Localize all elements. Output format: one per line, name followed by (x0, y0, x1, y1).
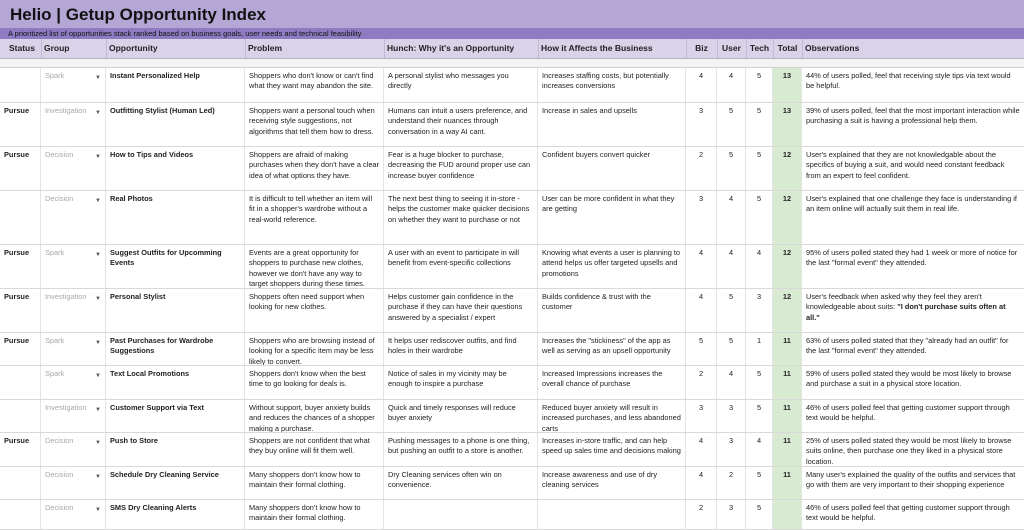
problem-cell-text: Shoppers are not confident that what they buy online will fit them well. (249, 436, 370, 456)
hunch-cell-text: Helps customer gain confidence in the purchase if they can have their questions answered by a specialist / expert (388, 292, 523, 322)
dropdown-caret-icon[interactable]: ▼ (95, 373, 101, 379)
affects-cell[interactable] (538, 433, 686, 466)
biz-score-cell[interactable] (686, 289, 717, 332)
total-score-cell[interactable] (773, 68, 802, 102)
problem-cell[interactable] (245, 400, 384, 432)
problem-cell[interactable] (245, 147, 384, 190)
observations-text: User's explained that they are not knowledgable about the specifics of buying a suit, and would need constant feedback from an expert to feel confident. (806, 150, 1005, 180)
status-cell[interactable] (0, 245, 41, 288)
tech-score-cell-text: 5 (756, 106, 762, 115)
opportunity-cell-text: Suggest Outfits for Upcomming Events (110, 248, 222, 268)
total-score-cell-text: 13 (782, 71, 792, 80)
status-cell-text: Pursue (4, 336, 30, 345)
user-score-cell[interactable] (717, 333, 746, 365)
biz-score-cell-text: 2 (698, 150, 704, 159)
group-cell-text: Decision (45, 436, 74, 445)
tech-score-cell[interactable] (746, 433, 773, 466)
dropdown-caret-icon[interactable]: ▼ (95, 440, 101, 446)
group-cell[interactable] (41, 400, 106, 432)
problem-cell-text: Shoppers don't know when the best time to go looking for deals is. (249, 369, 366, 389)
status-cell[interactable] (0, 289, 41, 332)
affects-cell-text: Increase awareness and use of dry cleaning services (542, 470, 658, 490)
total-score-cell[interactable] (773, 500, 802, 529)
opportunity-cell[interactable] (106, 289, 245, 332)
table-row (0, 147, 1024, 191)
total-score-cell[interactable] (773, 433, 802, 466)
group-cell[interactable] (41, 366, 106, 399)
total-score-cell-text: 12 (782, 150, 792, 159)
opportunity-cell[interactable] (106, 68, 245, 102)
problem-cell-text: Many shoppers don't know how to maintain their formal clothing. (249, 503, 361, 523)
tech-score-cell[interactable] (746, 103, 773, 146)
status-cell[interactable] (0, 433, 41, 466)
biz-score-cell[interactable] (686, 433, 717, 466)
table-row (0, 68, 1024, 103)
problem-cell-text: Shoppers are afraid of making purchases when they don't have a clear idea of what options they have. (249, 150, 380, 180)
observations-quote: "I don't purchase suits often at all." (806, 302, 1006, 322)
table-row (0, 333, 1024, 366)
biz-score-cell[interactable] (686, 147, 717, 190)
affects-cell[interactable] (538, 366, 686, 399)
problem-cell[interactable] (245, 103, 384, 146)
observations-text: User's feedback when asked why they feel they aren't knowledgeable about suits: (806, 292, 982, 312)
hunch-cell-text: A user with an event to participate in will benefit from event-specific collections (388, 248, 520, 268)
opportunity-cell-text: Customer Support via Text (110, 403, 204, 412)
total-score-cell-text: 12 (782, 248, 792, 257)
hunch-cell[interactable] (384, 366, 538, 399)
status-cell-text: Pursue (4, 436, 30, 445)
user-score-cell[interactable] (717, 366, 746, 399)
tech-score-cell-text: 5 (756, 403, 762, 412)
hunch-cell[interactable] (384, 245, 538, 288)
status-cell-text: Pursue (4, 292, 30, 301)
biz-score-cell-text: 3 (698, 194, 704, 203)
user-score-cell[interactable] (717, 433, 746, 466)
tech-score-cell-text: 3 (756, 292, 762, 301)
header-tech[interactable]: Tech (749, 43, 770, 53)
hunch-cell-text: Notice of sales in my vicinity may be enough to inspire a purchase (388, 369, 507, 389)
total-score-cell[interactable] (773, 333, 802, 365)
header-observations[interactable]: Observations (805, 43, 860, 53)
user-score-cell[interactable] (717, 103, 746, 146)
group-cell[interactable] (41, 103, 106, 146)
hunch-cell-text: Quick and timely responses will reduce buyer anxiety (388, 403, 516, 423)
problem-cell[interactable] (245, 245, 384, 288)
group-cell[interactable] (41, 147, 106, 190)
affects-cell-text: Confident buyers convert quicker (542, 150, 651, 159)
hunch-cell[interactable] (384, 103, 538, 146)
biz-score-cell-text: 2 (698, 503, 704, 512)
tech-score-cell[interactable] (746, 400, 773, 432)
biz-score-cell-text: 5 (698, 336, 704, 345)
biz-score-cell-text: 4 (698, 470, 704, 479)
opportunity-cell-text: SMS Dry Cleaning Alerts (110, 503, 197, 512)
affects-cell[interactable] (538, 467, 686, 499)
observations-text: 59% of users polled stated they would be most likely to browse and purchase a suit in a physical store location. (806, 369, 1012, 389)
problem-cell-text: It is difficult to tell whether an item will fit in a shopper's wardrobe without a real-world reference. (249, 194, 373, 224)
observations-text: 44% of users polled, feel that receiving style tips via text would be helpful. (806, 71, 1011, 91)
group-cell-text: Investigation (45, 292, 87, 301)
biz-score-cell-text: 4 (698, 71, 704, 80)
user-score-cell-text: 5 (728, 336, 734, 345)
observations-cell[interactable] (802, 366, 1024, 399)
biz-score-cell[interactable] (686, 467, 717, 499)
observations-cell[interactable] (802, 433, 1024, 466)
problem-cell-text: Many shoppers don't know how to maintain their formal clothing. (249, 470, 361, 490)
observations-cell[interactable] (802, 103, 1024, 146)
user-score-cell-text: 5 (728, 106, 734, 115)
opportunity-cell-text: Real Photos (110, 194, 153, 203)
user-score-cell[interactable] (717, 400, 746, 432)
hunch-cell[interactable] (384, 289, 538, 332)
opportunity-cell[interactable] (106, 467, 245, 499)
tech-score-cell-text: 5 (756, 503, 762, 512)
table-row (0, 103, 1024, 147)
header-hunch[interactable]: Hunch: Why it's an Opportunity (387, 43, 515, 53)
affects-cell-text: Knowing what events a user is planning to attend helps us offer targeted upsells and promotions (542, 248, 681, 278)
group-cell-text: Spark (45, 71, 65, 80)
affects-cell-text: Increases in-store traffic, and can help speed up sales time and decisions making (542, 436, 681, 456)
opportunity-cell-text: Outfitting Stylist (Human Led) (110, 106, 215, 115)
tech-score-cell-text: 4 (756, 436, 762, 445)
affects-cell-text: Increases staffing costs, but potentially increases conversions (542, 71, 669, 91)
hunch-cell[interactable] (384, 500, 538, 529)
hunch-cell-text: The next best thing to seeing it in-store - helps the customer make quicker decisions on whether they want to purchase or not (388, 194, 530, 224)
affects-cell-text: Increases the "stickiness" of the app as well as serving as an upsell opportunity (542, 336, 671, 356)
tech-score-cell-text: 5 (756, 470, 762, 479)
user-score-cell[interactable] (717, 68, 746, 102)
status-cell[interactable] (0, 147, 41, 190)
title-bar (0, 0, 1024, 29)
observations-cell[interactable] (802, 289, 1024, 332)
problem-cell[interactable] (245, 68, 384, 102)
column-header-row (0, 39, 1024, 59)
opportunity-cell[interactable] (106, 400, 245, 432)
affects-cell[interactable] (538, 68, 686, 102)
total-score-cell[interactable] (773, 147, 802, 190)
total-score-cell-text: 12 (782, 194, 792, 203)
status-cell-text: Pursue (4, 248, 30, 257)
affects-cell[interactable] (538, 289, 686, 332)
hunch-cell[interactable] (384, 68, 538, 102)
affects-cell-text: Reduced buyer anxiety will result in increased purchases, and less abandoned carts (542, 403, 681, 432)
dropdown-caret-icon[interactable]: ▼ (95, 407, 101, 413)
affects-cell-text: Increased Impressions increases the overall chance of purchase (542, 369, 663, 389)
group-cell-text: Decision (45, 150, 74, 159)
table-row (0, 400, 1024, 433)
affects-cell[interactable] (538, 333, 686, 365)
tech-score-cell[interactable] (746, 333, 773, 365)
group-cell-text: Decision (45, 503, 74, 512)
hunch-cell[interactable] (384, 467, 538, 499)
user-score-cell-text: 3 (728, 436, 734, 445)
opportunity-cell-text: How to Tips and Videos (110, 150, 194, 159)
group-cell[interactable] (41, 433, 106, 466)
opportunity-cell[interactable] (106, 333, 245, 365)
observations-text: 63% of users polled stated that they "already had an outfit" for the last "formal event" they attended. (806, 336, 1009, 356)
group-cell[interactable] (41, 191, 106, 244)
user-score-cell[interactable] (717, 191, 746, 244)
group-cell-text: Decision (45, 194, 74, 203)
table-row (0, 289, 1024, 333)
tech-score-cell-text: 1 (756, 336, 762, 345)
total-score-cell-text: 11 (783, 369, 791, 378)
problem-cell-text: Shoppers want a personal touch when receiving style suggestions, not algorithms that tell them how to dress. (249, 106, 375, 136)
opportunity-cell-text: Push to Store (110, 436, 159, 445)
problem-cell-text: Without support, buyer anxiety builds and reduces the chances of a shopper making a purchase. (249, 403, 375, 432)
tech-score-cell[interactable] (746, 500, 773, 529)
group-cell[interactable] (41, 68, 106, 102)
opportunity-cell[interactable] (106, 366, 245, 399)
dropdown-caret-icon[interactable]: ▼ (95, 198, 101, 204)
total-score-cell-text: 12 (782, 292, 792, 301)
total-score-cell-text: 11 (783, 403, 791, 412)
total-score-cell-text: 11 (783, 470, 791, 479)
sheet-subtitle: A prioritized list of opportunities stack ranked based on business goals, user needs and technical feasibility (8, 29, 362, 38)
user-score-cell-text: 5 (728, 150, 734, 159)
user-score-cell[interactable] (717, 289, 746, 332)
biz-score-cell[interactable] (686, 68, 717, 102)
tech-score-cell[interactable] (746, 191, 773, 244)
group-cell[interactable] (41, 289, 106, 332)
biz-score-cell[interactable] (686, 333, 717, 365)
status-cell[interactable] (0, 467, 41, 499)
status-cell[interactable] (0, 366, 41, 399)
opportunity-cell[interactable] (106, 103, 245, 146)
table-row (0, 366, 1024, 400)
opportunity-cell-text: Past Purchases for Wardrobe Suggestions (110, 336, 214, 356)
status-cell[interactable] (0, 333, 41, 365)
table-row (0, 467, 1024, 500)
dropdown-caret-icon[interactable]: ▼ (95, 340, 101, 346)
total-score-cell[interactable] (773, 289, 802, 332)
total-score-cell[interactable] (773, 467, 802, 499)
problem-cell[interactable] (245, 333, 384, 365)
affects-cell-text: Increase in sales and upsells (542, 106, 637, 115)
group-cell[interactable] (41, 467, 106, 499)
tech-score-cell[interactable] (746, 245, 773, 288)
opportunity-cell[interactable] (106, 191, 245, 244)
group-cell-text: Decision (45, 470, 74, 479)
status-cell-text: Pursue (4, 106, 30, 115)
tech-score-cell[interactable] (746, 147, 773, 190)
table-row (0, 500, 1024, 530)
hunch-cell-text: Dry Cleaning services often win on convenience. (388, 470, 502, 490)
problem-cell-text: Shoppers often need support when looking for new clothes. (249, 292, 365, 312)
observations-cell[interactable] (802, 467, 1024, 499)
observations-cell[interactable] (802, 245, 1024, 288)
group-cell-text: Investigation (45, 403, 87, 412)
header-total[interactable]: Total (777, 43, 798, 53)
biz-score-cell[interactable] (686, 103, 717, 146)
sheet-title: Helio | Getup Opportunity Index (10, 5, 266, 24)
user-score-cell-text: 3 (728, 403, 734, 412)
affects-cell-text: Builds confidence & trust with the customer (542, 292, 651, 312)
biz-score-cell-text: 3 (698, 106, 704, 115)
hunch-cell-text: A personal stylist who messages you directly (388, 71, 509, 91)
status-cell[interactable] (0, 400, 41, 432)
tech-score-cell-text: 4 (756, 248, 762, 257)
observations-text: 46% of users polled feel that getting customer support through text would be helpful. (806, 503, 1010, 523)
observations-cell[interactable] (802, 500, 1024, 529)
user-score-cell[interactable] (717, 467, 746, 499)
dropdown-caret-icon[interactable]: ▼ (95, 252, 101, 258)
problem-cell[interactable] (245, 191, 384, 244)
affects-cell-text: User can be more confident in what they are getting (542, 194, 675, 214)
group-cell[interactable] (41, 333, 106, 365)
opportunity-cell[interactable] (106, 147, 245, 190)
affects-cell[interactable] (538, 400, 686, 432)
total-score-cell[interactable] (773, 191, 802, 244)
tech-score-cell[interactable] (746, 289, 773, 332)
user-score-cell-text: 4 (728, 248, 734, 257)
hunch-cell[interactable] (384, 147, 538, 190)
observations-cell[interactable] (802, 333, 1024, 365)
opportunity-cell[interactable] (106, 500, 245, 529)
observations-text: User's explained that one challenge they face is understanding if an item online will actually suit them in real life. (806, 194, 1017, 214)
user-score-cell[interactable] (717, 147, 746, 190)
opportunity-cell-text: Text Local Promotions (110, 369, 190, 378)
biz-score-cell-text: 4 (698, 436, 704, 445)
header-affects[interactable]: How it Affects the Business (541, 43, 653, 53)
problem-cell-text: Events are a great opportunity for shoppers to purchase new clothes, however we don't have any way to target shoppers during these times. (249, 248, 365, 288)
group-cell[interactable] (41, 245, 106, 288)
hunch-cell[interactable] (384, 191, 538, 244)
tech-score-cell-text: 5 (756, 369, 762, 378)
user-score-cell-text: 4 (728, 369, 734, 378)
user-score-cell-text: 4 (728, 194, 734, 203)
table-row (0, 245, 1024, 289)
user-score-cell-text: 3 (728, 503, 734, 512)
affects-cell[interactable] (538, 147, 686, 190)
biz-score-cell[interactable] (686, 500, 717, 529)
biz-score-cell[interactable] (686, 245, 717, 288)
affects-cell[interactable] (538, 500, 686, 529)
problem-cell[interactable] (245, 366, 384, 399)
status-cell[interactable] (0, 500, 41, 529)
hunch-cell-text: Humans can intuit a users preference, and understand their nuances through conversation in a way AI cant. (388, 106, 528, 136)
dropdown-caret-icon[interactable]: ▼ (95, 474, 101, 480)
biz-score-cell-text: 2 (698, 369, 704, 378)
frozen-divider (0, 59, 1024, 68)
hunch-cell[interactable] (384, 333, 538, 365)
hunch-cell-text: Fear is a huge blocker to purchase, decreasing the FUD around proper use can increase buyer confidence (388, 150, 531, 180)
dropdown-caret-icon[interactable]: ▼ (95, 296, 101, 302)
biz-score-cell[interactable] (686, 400, 717, 432)
affects-cell[interactable] (538, 245, 686, 288)
hunch-cell[interactable] (384, 400, 538, 432)
user-score-cell-text: 2 (728, 470, 734, 479)
affects-cell[interactable] (538, 103, 686, 146)
total-score-cell-text: 11 (783, 436, 791, 445)
user-score-cell-text: 5 (728, 292, 734, 301)
opportunity-cell-text: Schedule Dry Cleaning Service (110, 470, 219, 479)
header-group[interactable]: Group (44, 43, 70, 53)
hunch-cell-text: It helps user rediscover outfits, and find holes in their wardrobe (388, 336, 517, 356)
tech-score-cell-text: 5 (756, 71, 762, 80)
user-score-cell-text: 4 (728, 71, 734, 80)
observations-cell[interactable] (802, 68, 1024, 102)
header-status[interactable]: Status (9, 43, 35, 53)
header-problem[interactable]: Problem (248, 43, 283, 53)
tech-score-cell-text: 5 (756, 150, 762, 159)
total-score-cell[interactable] (773, 366, 802, 399)
total-score-cell-text: 13 (782, 106, 792, 115)
biz-score-cell-text: 3 (698, 403, 704, 412)
observations-cell[interactable] (802, 400, 1024, 432)
biz-score-cell-text: 4 (698, 292, 704, 301)
problem-cell[interactable] (245, 433, 384, 466)
problem-cell[interactable] (245, 467, 384, 499)
opportunity-cell[interactable] (106, 433, 245, 466)
total-score-cell-text: 11 (783, 336, 791, 345)
group-cell[interactable] (41, 500, 106, 529)
tech-score-cell[interactable] (746, 68, 773, 102)
status-cell[interactable] (0, 68, 41, 102)
problem-cell[interactable] (245, 289, 384, 332)
dropdown-caret-icon[interactable]: ▼ (95, 75, 101, 81)
status-cell-text: Pursue (4, 150, 30, 159)
biz-score-cell-text: 4 (698, 248, 704, 257)
dropdown-caret-icon[interactable]: ▼ (95, 110, 101, 116)
tech-score-cell-text: 5 (756, 194, 762, 203)
header-biz[interactable]: Biz (695, 43, 708, 53)
opportunity-cell-text: Instant Personalized Help (110, 71, 200, 80)
tech-score-cell[interactable] (746, 366, 773, 399)
affects-cell[interactable] (538, 191, 686, 244)
group-cell-text: Spark (45, 369, 65, 378)
observations-cell[interactable] (802, 191, 1024, 244)
status-cell[interactable] (0, 191, 41, 244)
problem-cell[interactable] (245, 500, 384, 529)
user-score-cell[interactable] (717, 245, 746, 288)
group-cell-text: Spark (45, 248, 65, 257)
hunch-cell-text: Pushing messages to a phone is one thing, but pushing an outfit to a store is another. (388, 436, 530, 456)
total-score-cell[interactable] (773, 103, 802, 146)
status-cell[interactable] (0, 103, 41, 146)
total-score-cell[interactable] (773, 400, 802, 432)
problem-cell-text: Shoppers who are browsing instead of looking for a specific item may be less likely to convert. (249, 336, 375, 365)
header-opportunity[interactable]: Opportunity (109, 43, 158, 53)
observations-text: 39% of users polled, feel that the most important interaction while purchasing a suit is having a professional help them. (806, 106, 1020, 126)
observations-cell[interactable] (802, 147, 1024, 190)
opportunity-cell-text: Personal Stylist (110, 292, 166, 301)
observations-text: 25% of users polled stated they would be most likely to browse suits online, then purchase one they liked in a physical store location. (806, 436, 1012, 466)
table-row (0, 191, 1024, 245)
subtitle-bar (0, 28, 1024, 39)
problem-cell-text: Shoppers who don't know or can't find what they want may abandon the site. (249, 71, 374, 91)
user-score-cell[interactable] (717, 500, 746, 529)
observations-text: Many user's explained the quality of the outfits and services that go with them are very important to their shopping experience (806, 470, 1016, 490)
biz-score-cell[interactable] (686, 191, 717, 244)
tech-score-cell[interactable] (746, 467, 773, 499)
dropdown-caret-icon[interactable]: ▼ (95, 507, 101, 513)
dropdown-caret-icon[interactable]: ▼ (95, 154, 101, 160)
table-row (0, 433, 1024, 467)
group-cell-text: Investigation (45, 106, 87, 115)
header-user[interactable]: User (722, 43, 741, 53)
observations-text: 95% of users polled stated they had 1 week or more of notice for the last "formal event" they attended. (806, 248, 1018, 268)
hunch-cell[interactable] (384, 433, 538, 466)
opportunity-cell[interactable] (106, 245, 245, 288)
biz-score-cell[interactable] (686, 366, 717, 399)
total-score-cell[interactable] (773, 245, 802, 288)
group-cell-text: Spark (45, 336, 65, 345)
observations-text: 46% of users polled feel that getting customer support through text would be helpful. (806, 403, 1010, 423)
